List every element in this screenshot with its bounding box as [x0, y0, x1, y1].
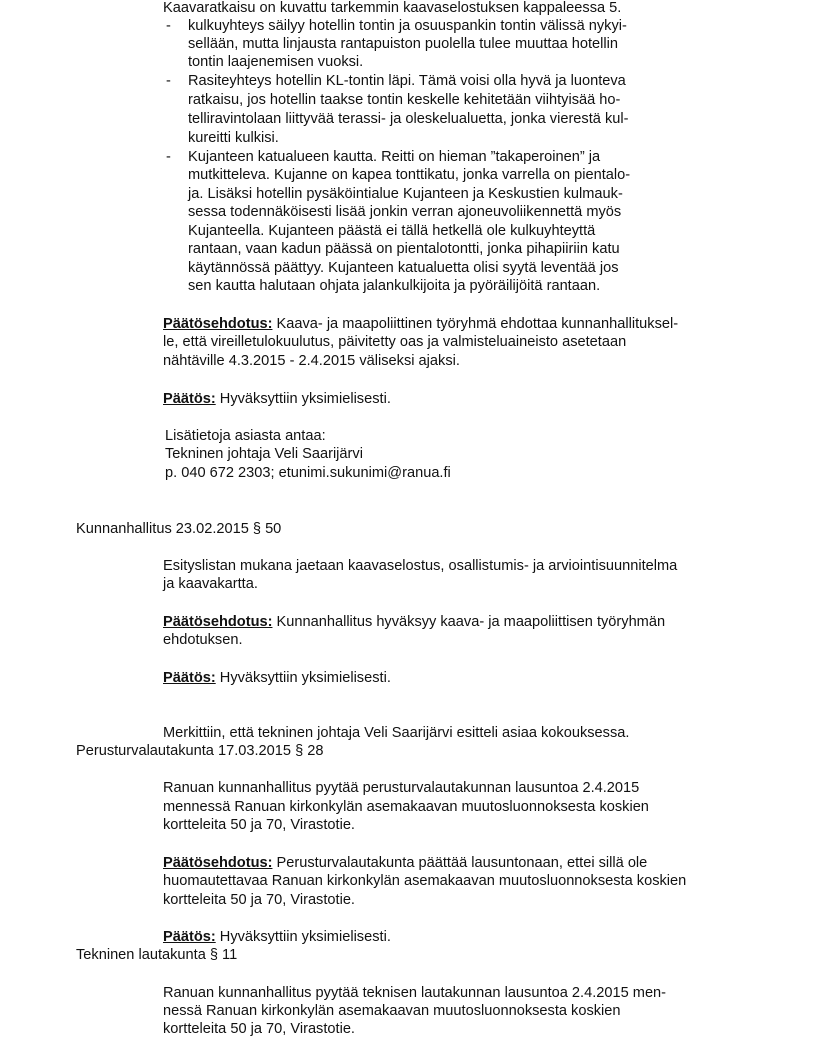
contact-line: Tekninen johtaja Veli Saarijärvi [165, 446, 363, 462]
bullet-marker: - [166, 149, 171, 165]
proposal-line [163, 854, 647, 872]
body-line: kortteleita 50 ja 70, Virastotie. [163, 817, 355, 833]
bullet-line: ratkaisu, jos hotellin taakse tontin keskelle kehitetään viihtyisää ho- [188, 92, 621, 108]
bullet-line: kureitti kulkisi. [188, 130, 279, 146]
bullet-line: sellään, mutta linjausta rantapuiston puolella tulee muuttaa hotellin [188, 36, 618, 52]
proposal-line: kortteleita 50 ja 70, Virastotie. [163, 892, 355, 908]
body-line: ja kaavakartta. [163, 576, 258, 592]
contact-line: Lisätietoja asiasta antaa: [165, 428, 326, 444]
section-heading: Perusturvalautakunta 17.03.2015 § 28 [76, 743, 324, 759]
proposal-text: Kunnanhallitus hyväksyy kaava- ja maapoliittisen työryhmän [272, 614, 666, 630]
bullet-line: telliravintolaan liittyvää terassi- ja oleskelualuetta, jonka vierestä kul- [188, 111, 629, 127]
bullet-line: Rasiteyhteys hotellin KL-tontin läpi. Tämä voisi olla hyvä ja luonteva [188, 73, 626, 89]
proposal-label: Päätösehdotus: [163, 855, 273, 871]
bullet-line: ja. Lisäksi hotellin pysäköintialue Kujanteen ja Keskustien kulmauk- [188, 186, 623, 202]
bullet-marker: - [166, 73, 171, 89]
bullet-marker: - [166, 18, 171, 34]
decision-label: Päätös: [163, 929, 216, 945]
body-line: Esityslistan mukana jaetaan kaavaselostus, osallistumis- ja arviointisuunnitelma [163, 558, 678, 574]
note-line: Merkittiin, että tekninen johtaja Veli Saarijärvi esitteli asiaa kokouksessa. [163, 725, 630, 741]
proposal-line [163, 315, 678, 333]
decision-line [163, 928, 391, 946]
body-line: kortteleita 50 ja 70, Virastotie. [163, 1021, 355, 1037]
bullet-line: Kujanteella. Kujanteen päästä ei tällä hetkellä ole kulkuyhteyttä [188, 223, 596, 239]
body-line: nessä Ranuan kirkonkylän asemakaavan muutosluonnoksesta koskien [163, 1003, 621, 1019]
section-heading: Tekninen lautakunta § 11 [76, 947, 238, 963]
bullet-line: Kujanteen katualueen kautta. Reitti on hieman ”takaperoinen” ja [188, 149, 601, 165]
intro-text: Kaavaratkaisu on kuvattu tarkemmin kaavaselostuksen kappaleessa 5. [163, 0, 622, 16]
proposal-line: nähtäville 4.3.2015 - 2.4.2015 väliseksi ajaksi. [163, 353, 460, 369]
decision-text: Hyväksyttiin yksimielisesti. [215, 391, 391, 407]
body-line: mennessä Ranuan kirkonkylän asemakaavan muutosluonnoksesta koskien [163, 799, 649, 815]
proposal-text: Kaava- ja maapoliittinen työryhmä ehdottaa kunnanhallituksel- [272, 316, 679, 332]
section-heading: Kunnanhallitus 23.02.2015 § 50 [76, 521, 282, 537]
decision-text: Hyväksyttiin yksimielisesti. [215, 929, 391, 945]
proposal-line: ehdotuksen. [163, 632, 243, 648]
decision-line [163, 669, 391, 687]
proposal-label: Päätösehdotus: [163, 614, 273, 630]
bullet-line: käytännössä päättyy. Kujanteen katualuetta olisi syytä leventää jos [188, 260, 619, 276]
bullet-line: sen kautta halutaan ohjata jalankulkijoita ja pyöräilijöitä rantaan. [188, 278, 601, 294]
body-line: Ranuan kunnanhallitus pyytää perusturvalautakunnan lausuntoa 2.4.2015 [163, 780, 640, 796]
proposal-text: Perusturvalautakunta päättää lausuntonaan, ettei sillä ole [272, 855, 648, 871]
proposal-label: Päätösehdotus: [163, 316, 273, 332]
bullet-line: mutkitteleva. Kujanne on kapea tonttikatu, jonka varrella on pientalo- [188, 167, 631, 183]
proposal-line [163, 613, 665, 631]
bullet-line: kulkuyhteys säilyy hotellin tontin ja osuuspankin tontin välissä nykyi- [188, 18, 627, 34]
decision-text: Hyväksyttiin yksimielisesti. [215, 670, 391, 686]
decision-label: Päätös: [163, 670, 216, 686]
decision-label: Päätös: [163, 391, 216, 407]
decision-line [163, 390, 391, 408]
bullet-line: rantaan, vaan kadun päässä on pientalotontti, jonka pihapiiriin katu [188, 241, 620, 257]
bullet-line: sessa todennäköisesti lisää jonkin verran ajoneuvoliikennettä myös [188, 204, 622, 220]
proposal-line: huomautettavaa Ranuan kirkonkylän asemakaavan muutosluonnoksesta koskien [163, 873, 687, 889]
bullet-line: tontin laajenemisen vuoksi. [188, 54, 364, 70]
body-line: Ranuan kunnanhallitus pyytää teknisen lautakunnan lausuntoa 2.4.2015 men- [163, 985, 667, 1001]
contact-line: p. 040 672 2303; etunimi.sukunimi@ranua.fi [165, 465, 451, 481]
proposal-line: le, että vireilletulokuulutus, päivitetty oas ja valmisteluaineisto asetetaan [163, 334, 627, 350]
